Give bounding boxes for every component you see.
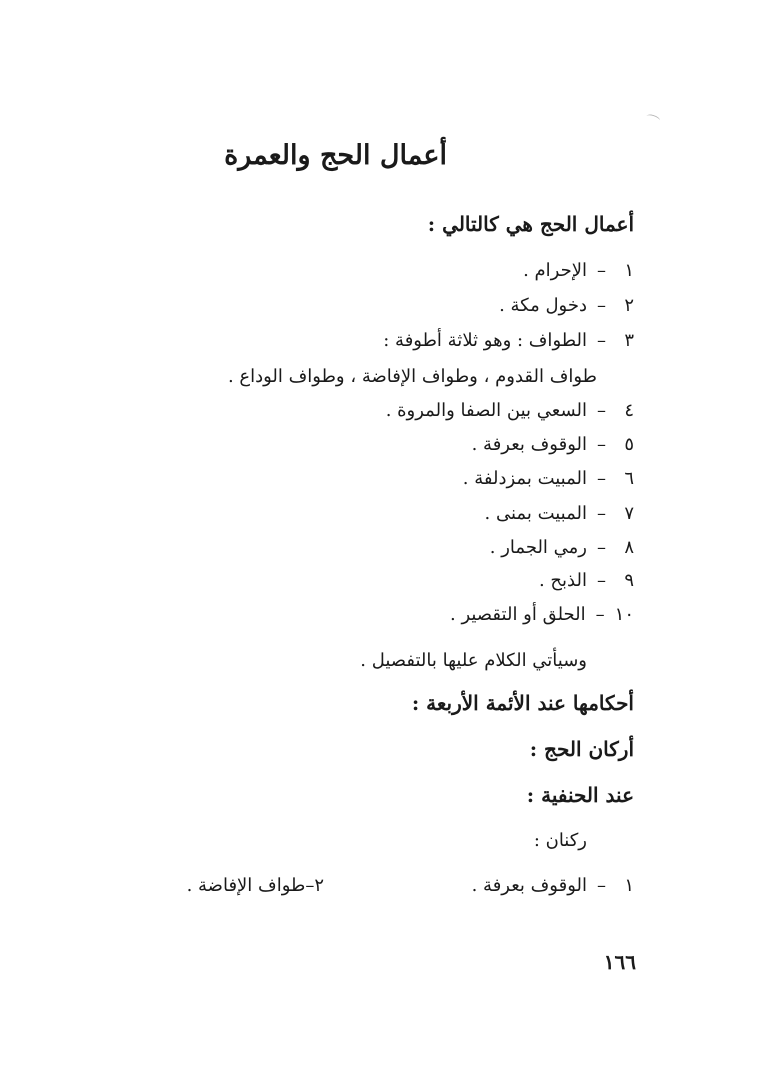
item-dash: – <box>595 604 605 625</box>
item-number: ٣ <box>624 330 634 351</box>
item-number: ١ <box>624 875 634 896</box>
item-number: ٨ <box>624 537 634 558</box>
item-text: المبيت بمنى . <box>484 503 587 524</box>
item-dash: – <box>597 570 606 591</box>
item-dash: – <box>597 434 606 455</box>
item-dash: – <box>597 537 606 558</box>
list-item-5 <box>472 434 634 455</box>
scan-mark <box>645 113 660 124</box>
list-item-3 <box>383 330 634 351</box>
item-text: طواف الإفاضة . <box>186 875 306 896</box>
item-number: ١٠ <box>614 604 634 625</box>
item-text: دخول مكة . <box>499 295 587 316</box>
list-item-9 <box>539 570 634 591</box>
list-item-1 <box>523 260 634 281</box>
item-text: الذبح . <box>538 570 587 591</box>
item-text: رمي الجمار . <box>489 537 587 558</box>
item-number: ١ <box>624 260 634 281</box>
item-text: الوقوف بعرفة . <box>471 875 587 896</box>
pillars-heading: أركان الحج : <box>529 737 634 761</box>
item-number: ٢ <box>314 875 324 896</box>
tawaf-types: طواف القدوم ، وطواف الإفاضة ، وطواف الوداع . <box>227 366 597 387</box>
item-dash: – <box>305 875 315 896</box>
list-item-8 <box>490 537 634 558</box>
rulings-heading: أحكامها عند الأئمة الأربعة : <box>411 691 634 715</box>
item-dash: – <box>597 400 606 421</box>
item-text: الوقوف بعرفة . <box>471 434 587 455</box>
item-text: المبيت بمزدلفة . <box>462 468 587 489</box>
hanafi-heading: عند الحنفية : <box>526 783 634 807</box>
item-number: ٩ <box>624 570 634 591</box>
list-item-2 <box>499 295 634 316</box>
list-item-10 <box>450 604 634 625</box>
item-dash: – <box>597 330 606 351</box>
intro-heading: أعمال الحج هي كالتالي : <box>427 212 634 236</box>
item-dash: – <box>597 295 606 316</box>
closing-note: وسيأتي الكلام عليها بالتفصيل . <box>360 650 587 671</box>
item-number: ٦ <box>624 468 634 489</box>
item-number: ٤ <box>624 400 634 421</box>
pillar-1 <box>472 875 634 896</box>
item-text: السعي بين الصفا والمروة . <box>385 400 587 421</box>
pillar-2 <box>187 875 324 896</box>
item-text: الإحرام . <box>523 260 587 281</box>
item-dash: – <box>597 468 606 489</box>
item-dash: – <box>597 875 606 896</box>
item-number: ٧ <box>624 503 634 524</box>
page-number: ١٦٦ <box>603 950 636 974</box>
item-text: الطواف : وهو ثلاثة أطوفة : <box>383 330 587 351</box>
list-item-6 <box>463 468 634 489</box>
item-dash: – <box>597 260 606 281</box>
page-title: أعمال الحج والعمرة <box>224 140 447 171</box>
item-number: ٢ <box>624 295 634 316</box>
item-number: ٥ <box>624 434 634 455</box>
list-item-7 <box>485 503 634 524</box>
list-item-4 <box>386 400 634 421</box>
item-dash: – <box>597 503 606 524</box>
two-pillars-label: ركنان : <box>533 830 587 851</box>
item-text: الحلق أو التقصير . <box>450 604 586 625</box>
